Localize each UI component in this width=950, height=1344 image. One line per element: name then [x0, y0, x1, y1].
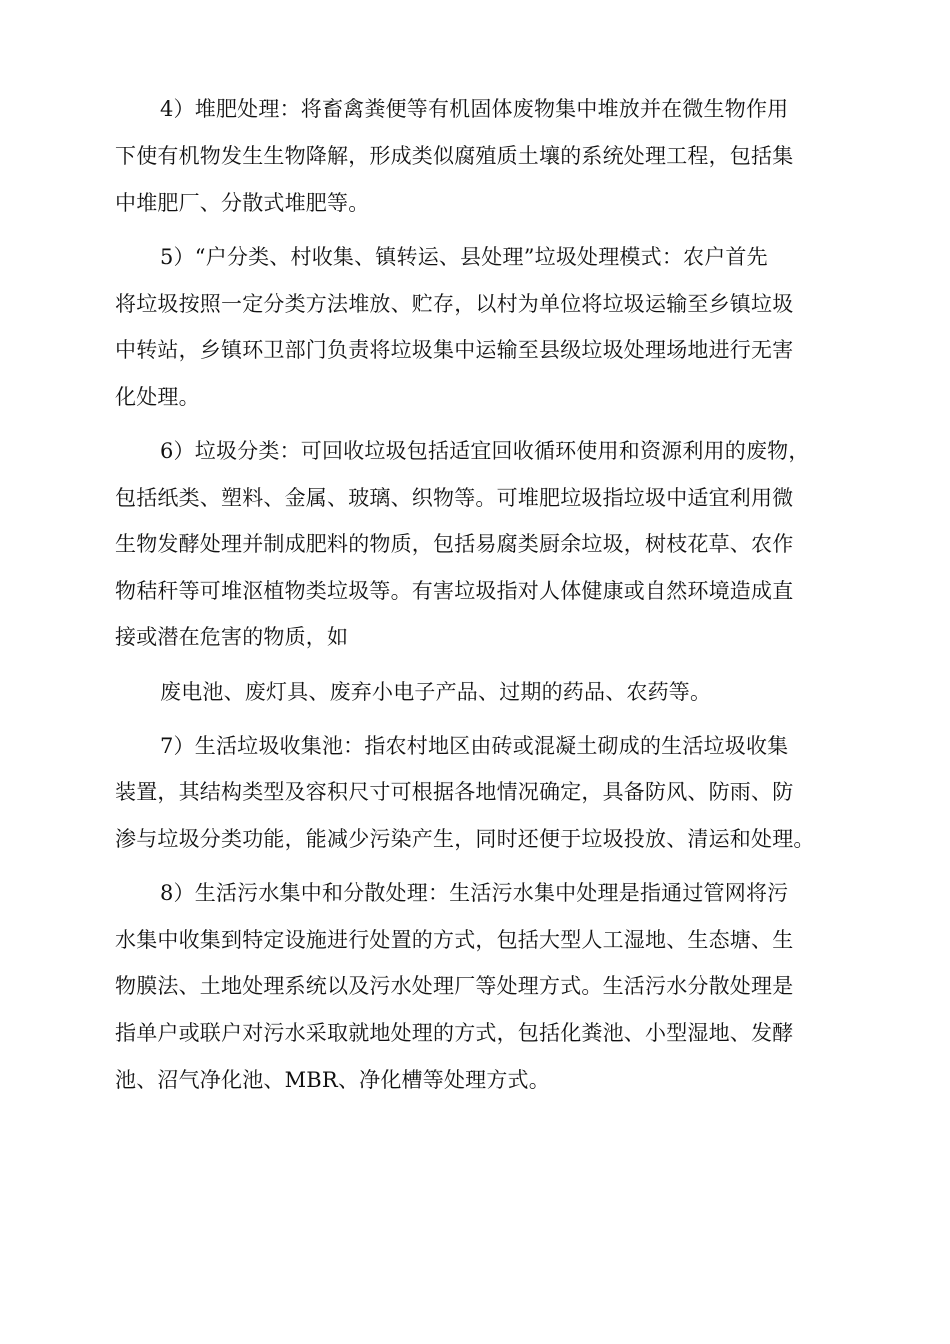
paragraph-line: 中转站，乡镇环卫部门负责将垃圾集中运输至县级垃圾处理场地进行无害 — [115, 338, 794, 362]
paragraph-line: 中堆肥厂、分散式堆肥等。 — [115, 191, 370, 215]
paragraph-line: 指单户或联户对污水采取就地处理的方式，包括化粪池、小型湿地、发酵 — [115, 1021, 794, 1045]
paragraph-line: 物膜法、土地处理系统以及污水处理厂等处理方式。生活污水分散处理是 — [115, 974, 794, 998]
paragraph-line: 8）生活污水集中和分散处理：生活污水集中处理是指通过管网将污 — [160, 881, 789, 905]
paragraph-line: 物秸秆等可堆沤植物类垃圾等。有害垃圾指对人体健康或自然环境造成直 — [115, 579, 794, 603]
paragraph-line: 化处理。 — [115, 385, 200, 409]
paragraph-line: 废电池、废灯具、废弃小电子产品、过期的药品、农药等。 — [160, 680, 712, 704]
paragraph-line: 5）“户分类、村收集、镇转运、县处理”垃圾处理模式：农户首先 — [160, 245, 768, 269]
paragraph-line: 包括纸类、塑料、金属、玻璃、织物等。可堆肥垃圾指垃圾中适宜利用微 — [115, 486, 794, 510]
paragraph-line: 4）堆肥处理：将畜禽粪便等有机固体废物集中堆放并在微生物作用 — [160, 97, 789, 121]
paragraph-line: 下使有机物发生生物降解，形成类似腐殖质土壤的系统处理工程，包括集 — [115, 144, 794, 168]
paragraph-line: 7）生活垃圾收集池：指农村地区由砖或混凝土砌成的生活垃圾收集 — [160, 734, 789, 758]
paragraph-line: 渗与垃圾分类功能，能减少污染产生，同时还便于垃圾投放、清运和处理。 — [115, 827, 815, 851]
paragraph-line: 池、沼气净化池、MBR、净化槽等处理方式。 — [115, 1068, 550, 1092]
paragraph-line: 接或潜在危害的物质，如 — [115, 625, 349, 649]
paragraph-line: 生物发酵处理并制成肥料的物质，包括易腐类厨余垃圾，树枝花草、农作 — [115, 532, 794, 556]
paragraph-line: 水集中收集到特定设施进行处置的方式，包括大型人工湿地、生态塘、生 — [115, 928, 794, 952]
paragraph-line: 装置，其结构类型及容积尺寸可根据各地情况确定，具备防风、防雨、防 — [115, 780, 794, 804]
paragraph-line: 将垃圾按照一定分类方法堆放、贮存，以村为单位将垃圾运输至乡镇垃圾 — [115, 292, 794, 316]
paragraph-line: 6）垃圾分类：可回收垃圾包括适宜回收循环使用和资源利用的废物， — [160, 439, 810, 463]
